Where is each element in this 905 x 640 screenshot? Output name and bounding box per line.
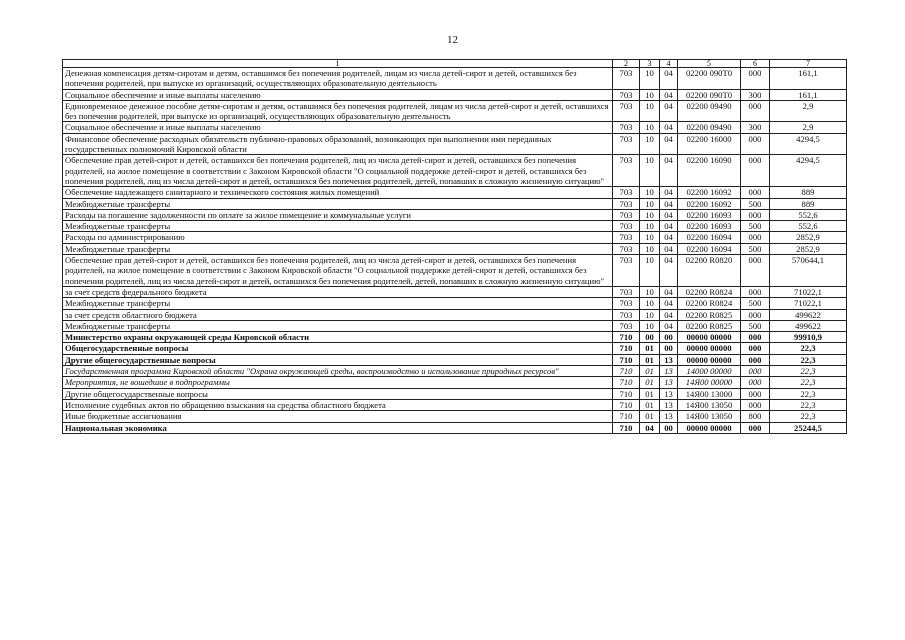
section-code-cell: 10 (640, 68, 660, 90)
table-row (63, 377, 847, 388)
section-code-cell: 01 (640, 354, 660, 365)
target-article-cell: 14Я00 13050 (678, 399, 741, 410)
ministry-code-cell: 703 (613, 198, 640, 209)
column-header-6: 6 (741, 60, 770, 68)
target-article-cell: 02200 09490 (678, 122, 741, 133)
ministry-code-cell: 710 (613, 399, 640, 410)
table-row (63, 255, 847, 287)
subsection-code-cell: 13 (660, 366, 678, 377)
subsection-code-cell: 04 (660, 89, 678, 100)
expense-type-cell: 000 (741, 232, 770, 243)
subsection-code-cell: 04 (660, 133, 678, 155)
ministry-code-cell: 703 (613, 89, 640, 100)
table-row (63, 232, 847, 243)
amount-cell: 499622 (770, 309, 847, 320)
target-article-cell: 02200 R0820 (678, 255, 741, 287)
target-article-cell: 02200 R0825 (678, 320, 741, 331)
section-code-cell: 10 (640, 122, 660, 133)
ministry-code-cell: 703 (613, 298, 640, 309)
table-row (63, 122, 847, 133)
target-article-cell: 02200 16094 (678, 232, 741, 243)
amount-cell: 552,6 (770, 209, 847, 220)
table-row (63, 187, 847, 198)
amount-cell: 22,3 (770, 343, 847, 354)
target-article-cell: 02200 16090 (678, 155, 741, 187)
amount-cell: 22,3 (770, 411, 847, 422)
table-row (63, 209, 847, 220)
column-header-7: 7 (770, 60, 847, 68)
ministry-code-cell: 710 (613, 411, 640, 422)
expense-type-cell: 000 (741, 255, 770, 287)
expense-type-cell: 500 (741, 243, 770, 254)
amount-cell: 161,1 (770, 68, 847, 90)
subsection-code-cell: 04 (660, 255, 678, 287)
section-code-cell: 10 (640, 89, 660, 100)
amount-cell: 4294,5 (770, 155, 847, 187)
table-row (63, 354, 847, 365)
ministry-code-cell: 703 (613, 209, 640, 220)
subsection-code-cell: 04 (660, 155, 678, 187)
expense-name-cell: Национальная экономика (63, 422, 613, 433)
expense-name-cell: Расходы по администрированию (63, 232, 613, 243)
subsection-code-cell: 13 (660, 411, 678, 422)
expense-name-cell: Социальное обеспечение и иные выплаты населению (63, 122, 613, 133)
table-row (63, 422, 847, 433)
table-row (63, 286, 847, 297)
section-code-cell: 01 (640, 377, 660, 388)
amount-cell: 22,3 (770, 354, 847, 365)
amount-cell: 2,9 (770, 122, 847, 133)
section-code-cell: 01 (640, 388, 660, 399)
expense-name-cell: Денежная компенсация детям-сиротам и детям, оставшимся без попечения родителей, лицам из числа детей-сирот и детей, оставшихся без попечения родителей, при выпуске из организаций, осуществляющих образовательную деятельность (63, 68, 613, 90)
ministry-code-cell: 703 (613, 232, 640, 243)
column-header-3: 3 (640, 60, 660, 68)
ministry-code-cell: 703 (613, 320, 640, 331)
section-code-cell: 10 (640, 209, 660, 220)
expense-type-cell: 000 (741, 100, 770, 122)
expense-type-cell: 500 (741, 320, 770, 331)
amount-cell: 99910,9 (770, 332, 847, 343)
expense-name-cell: Межбюджетные трансферты (63, 243, 613, 254)
expense-name-cell: Обеспечение надлежащего санитарного и технического состояния жилых помещений (63, 187, 613, 198)
ministry-code-cell: 703 (613, 68, 640, 90)
expense-name-cell: Межбюджетные трансферты (63, 198, 613, 209)
expense-name-cell: Единовременное денежное пособие детям-сиротам и детям, оставшимся без попечения родителей, лицам из числа детей-сирот и детей, оставшихся без попечения родителей, при выпуске из организаций, осуществляющих образовательную деятельность (63, 100, 613, 122)
expense-name-cell: за счет средств областного бюджета (63, 309, 613, 320)
section-code-cell: 01 (640, 411, 660, 422)
subsection-code-cell: 04 (660, 298, 678, 309)
subsection-code-cell: 04 (660, 100, 678, 122)
expense-name-cell: Общегосударственные вопросы (63, 343, 613, 354)
target-article-cell: 02200 16093 (678, 209, 741, 220)
subsection-code-cell: 00 (660, 422, 678, 433)
table-row (63, 411, 847, 422)
amount-cell: 2852,9 (770, 232, 847, 243)
subsection-code-cell: 04 (660, 187, 678, 198)
subsection-code-cell: 04 (660, 320, 678, 331)
subsection-code-cell: 04 (660, 68, 678, 90)
section-code-cell: 10 (640, 187, 660, 198)
expense-name-cell: Министерство охраны окружающей среды Кировской области (63, 332, 613, 343)
table-header-row (63, 60, 847, 68)
target-article-cell: 02200 R0824 (678, 286, 741, 297)
ministry-code-cell: 703 (613, 122, 640, 133)
column-header-1: 1 (63, 60, 613, 68)
amount-cell: 22,3 (770, 388, 847, 399)
amount-cell: 71022,1 (770, 286, 847, 297)
section-code-cell: 10 (640, 255, 660, 287)
target-article-cell: 00000 00000 (678, 422, 741, 433)
section-code-cell: 04 (640, 422, 660, 433)
expense-type-cell: 000 (741, 68, 770, 90)
ministry-code-cell: 710 (613, 366, 640, 377)
subsection-code-cell: 04 (660, 209, 678, 220)
ministry-code-cell: 710 (613, 343, 640, 354)
table-row (63, 68, 847, 90)
target-article-cell: 14Я00 13000 (678, 388, 741, 399)
table-row (63, 221, 847, 232)
table-row (63, 332, 847, 343)
section-code-cell: 10 (640, 221, 660, 232)
subsection-code-cell: 04 (660, 221, 678, 232)
expense-type-cell: 000 (741, 286, 770, 297)
expense-type-cell: 000 (741, 354, 770, 365)
target-article-cell: 02200 16092 (678, 187, 741, 198)
section-code-cell: 10 (640, 286, 660, 297)
expense-type-cell: 300 (741, 122, 770, 133)
section-code-cell: 10 (640, 100, 660, 122)
subsection-code-cell: 04 (660, 309, 678, 320)
amount-cell: 2,9 (770, 100, 847, 122)
section-code-cell: 10 (640, 298, 660, 309)
amount-cell: 25244,5 (770, 422, 847, 433)
table-row (63, 320, 847, 331)
ministry-code-cell: 703 (613, 255, 640, 287)
column-header-4: 4 (660, 60, 678, 68)
table-row (63, 399, 847, 410)
ministry-code-cell: 703 (613, 286, 640, 297)
target-article-cell: 00000 00000 (678, 332, 741, 343)
section-code-cell: 10 (640, 243, 660, 254)
expense-name-cell: Социальное обеспечение и иные выплаты населению (63, 89, 613, 100)
ministry-code-cell: 710 (613, 377, 640, 388)
section-code-cell: 10 (640, 320, 660, 331)
target-article-cell: 02200 16092 (678, 198, 741, 209)
expense-name-cell: Межбюджетные трансферты (63, 320, 613, 331)
expense-name-cell: Финансовое обеспечение расходных обязательств публично-правовых образований, возникающих при выполнении ими переданных государственных полномочий Кировской области (63, 133, 613, 155)
table-row (63, 388, 847, 399)
section-code-cell: 01 (640, 399, 660, 410)
ministry-code-cell: 703 (613, 309, 640, 320)
expense-type-cell: 300 (741, 89, 770, 100)
target-article-cell: 02200 09490 (678, 100, 741, 122)
expense-name-cell: Государственная программа Кировской области "Охрана окружающей среды, воспроизводство и использование природных ресурсов" (63, 366, 613, 377)
expense-name-cell: Обеспечение прав детей-сирот и детей, оставшихся без попечения родителей, лиц из числа детей-сирот и детей, оставшихся без попечения родителей, на жилое помещение в соответствии с Законом Кировской области "О социальной поддержке детей-сирот и детей, оставшихся без попечения родителей, лиц из числа детей-сирот и детей, оставшихся без попечения родителей, детей, попавших в сложную жизненную ситуацию" (63, 255, 613, 287)
expense-type-cell: 000 (741, 422, 770, 433)
table-row (63, 155, 847, 187)
amount-cell: 889 (770, 198, 847, 209)
section-code-cell: 01 (640, 343, 660, 354)
expense-type-cell: 000 (741, 332, 770, 343)
target-article-cell: 14Я00 13050 (678, 411, 741, 422)
target-article-cell: 02200 R0824 (678, 298, 741, 309)
expense-name-cell: Межбюджетные трансферты (63, 298, 613, 309)
amount-cell: 889 (770, 187, 847, 198)
amount-cell: 570644,1 (770, 255, 847, 287)
table-row (63, 298, 847, 309)
ministry-code-cell: 703 (613, 243, 640, 254)
expense-name-cell: Межбюджетные трансферты (63, 221, 613, 232)
column-header-5: 5 (678, 60, 741, 68)
ministry-code-cell: 703 (613, 155, 640, 187)
amount-cell: 552,6 (770, 221, 847, 232)
target-article-cell: 02200 16093 (678, 221, 741, 232)
table-row (63, 89, 847, 100)
subsection-code-cell: 04 (660, 286, 678, 297)
expense-type-cell: 000 (741, 388, 770, 399)
subsection-code-cell: 13 (660, 377, 678, 388)
table-row (63, 366, 847, 377)
subsection-code-cell: 04 (660, 122, 678, 133)
subsection-code-cell: 00 (660, 332, 678, 343)
target-article-cell: 02200 090Т0 (678, 68, 741, 90)
amount-cell: 22,3 (770, 377, 847, 388)
expense-name-cell: Расходы на погашение задолженности по оплате за жилое помещение и коммунальные услуги (63, 209, 613, 220)
expense-type-cell: 000 (741, 343, 770, 354)
page-number: 12 (447, 34, 458, 46)
expense-type-cell: 000 (741, 309, 770, 320)
ministry-code-cell: 710 (613, 388, 640, 399)
ministry-code-cell: 710 (613, 354, 640, 365)
table-row (63, 343, 847, 354)
expense-type-cell: 000 (741, 155, 770, 187)
expense-type-cell: 000 (741, 133, 770, 155)
expense-type-cell: 500 (741, 298, 770, 309)
ministry-code-cell: 710 (613, 332, 640, 343)
section-code-cell: 10 (640, 155, 660, 187)
ministry-code-cell: 703 (613, 100, 640, 122)
target-article-cell: 14Я00 00000 (678, 377, 741, 388)
subsection-code-cell: 04 (660, 243, 678, 254)
subsection-code-cell: 04 (660, 198, 678, 209)
table-row (63, 198, 847, 209)
target-article-cell: 02200 090Т0 (678, 89, 741, 100)
expense-type-cell: 800 (741, 411, 770, 422)
target-article-cell: 02200 R0825 (678, 309, 741, 320)
expense-name-cell: Обеспечение прав детей-сирот и детей, оставшихся без попечения родителей, лиц из числа детей-сирот и детей, оставшихся без попечения родителей, на жилое помещение в соответствии с Законом Кировской области "О социальной поддержке детей-сирот и детей, оставшихся без попечения родителей, лиц из числа детей-сирот и детей, оставшихся без попечения родителей, детей, попавших в сложную жизненную ситуацию" (63, 155, 613, 187)
subsection-code-cell: 00 (660, 343, 678, 354)
table-row (63, 133, 847, 155)
expense-type-cell: 000 (741, 377, 770, 388)
table-row (63, 100, 847, 122)
amount-cell: 22,3 (770, 366, 847, 377)
expense-name-cell: Исполнение судебных актов по обращению взыскания на средства областного бюджета (63, 399, 613, 410)
target-article-cell: 02200 16094 (678, 243, 741, 254)
table-body (63, 68, 847, 434)
expense-name-cell: Мероприятия, не вошедшие в подпрограммы (63, 377, 613, 388)
ministry-code-cell: 703 (613, 187, 640, 198)
ministry-code-cell: 703 (613, 133, 640, 155)
expense-type-cell: 500 (741, 198, 770, 209)
column-header-2: 2 (613, 60, 640, 68)
expense-name-cell: Другие общегосударственные вопросы (63, 388, 613, 399)
ministry-code-cell: 710 (613, 422, 640, 433)
section-code-cell: 10 (640, 309, 660, 320)
amount-cell: 499622 (770, 320, 847, 331)
section-code-cell: 01 (640, 366, 660, 377)
amount-cell: 161,1 (770, 89, 847, 100)
section-code-cell: 10 (640, 133, 660, 155)
table-row (63, 309, 847, 320)
budget-table (62, 59, 847, 434)
expense-type-cell: 000 (741, 187, 770, 198)
amount-cell: 4294,5 (770, 133, 847, 155)
amount-cell: 71022,1 (770, 298, 847, 309)
section-code-cell: 10 (640, 232, 660, 243)
expense-name-cell: Другие общегосударственные вопросы (63, 354, 613, 365)
table-row (63, 243, 847, 254)
expense-name-cell: за счет средств федерального бюджета (63, 286, 613, 297)
target-article-cell: 02200 16000 (678, 133, 741, 155)
subsection-code-cell: 13 (660, 399, 678, 410)
subsection-code-cell: 04 (660, 232, 678, 243)
ministry-code-cell: 703 (613, 221, 640, 232)
subsection-code-cell: 13 (660, 388, 678, 399)
target-article-cell: 14000 00000 (678, 366, 741, 377)
amount-cell: 22,3 (770, 399, 847, 410)
target-article-cell: 00000 00000 (678, 343, 741, 354)
amount-cell: 2852,9 (770, 243, 847, 254)
expense-type-cell: 000 (741, 209, 770, 220)
target-article-cell: 00000 00000 (678, 354, 741, 365)
subsection-code-cell: 13 (660, 354, 678, 365)
expense-type-cell: 500 (741, 221, 770, 232)
expense-type-cell: 000 (741, 399, 770, 410)
section-code-cell: 00 (640, 332, 660, 343)
expense-name-cell: Иные бюджетные ассигнования (63, 411, 613, 422)
section-code-cell: 10 (640, 198, 660, 209)
expense-type-cell: 000 (741, 366, 770, 377)
